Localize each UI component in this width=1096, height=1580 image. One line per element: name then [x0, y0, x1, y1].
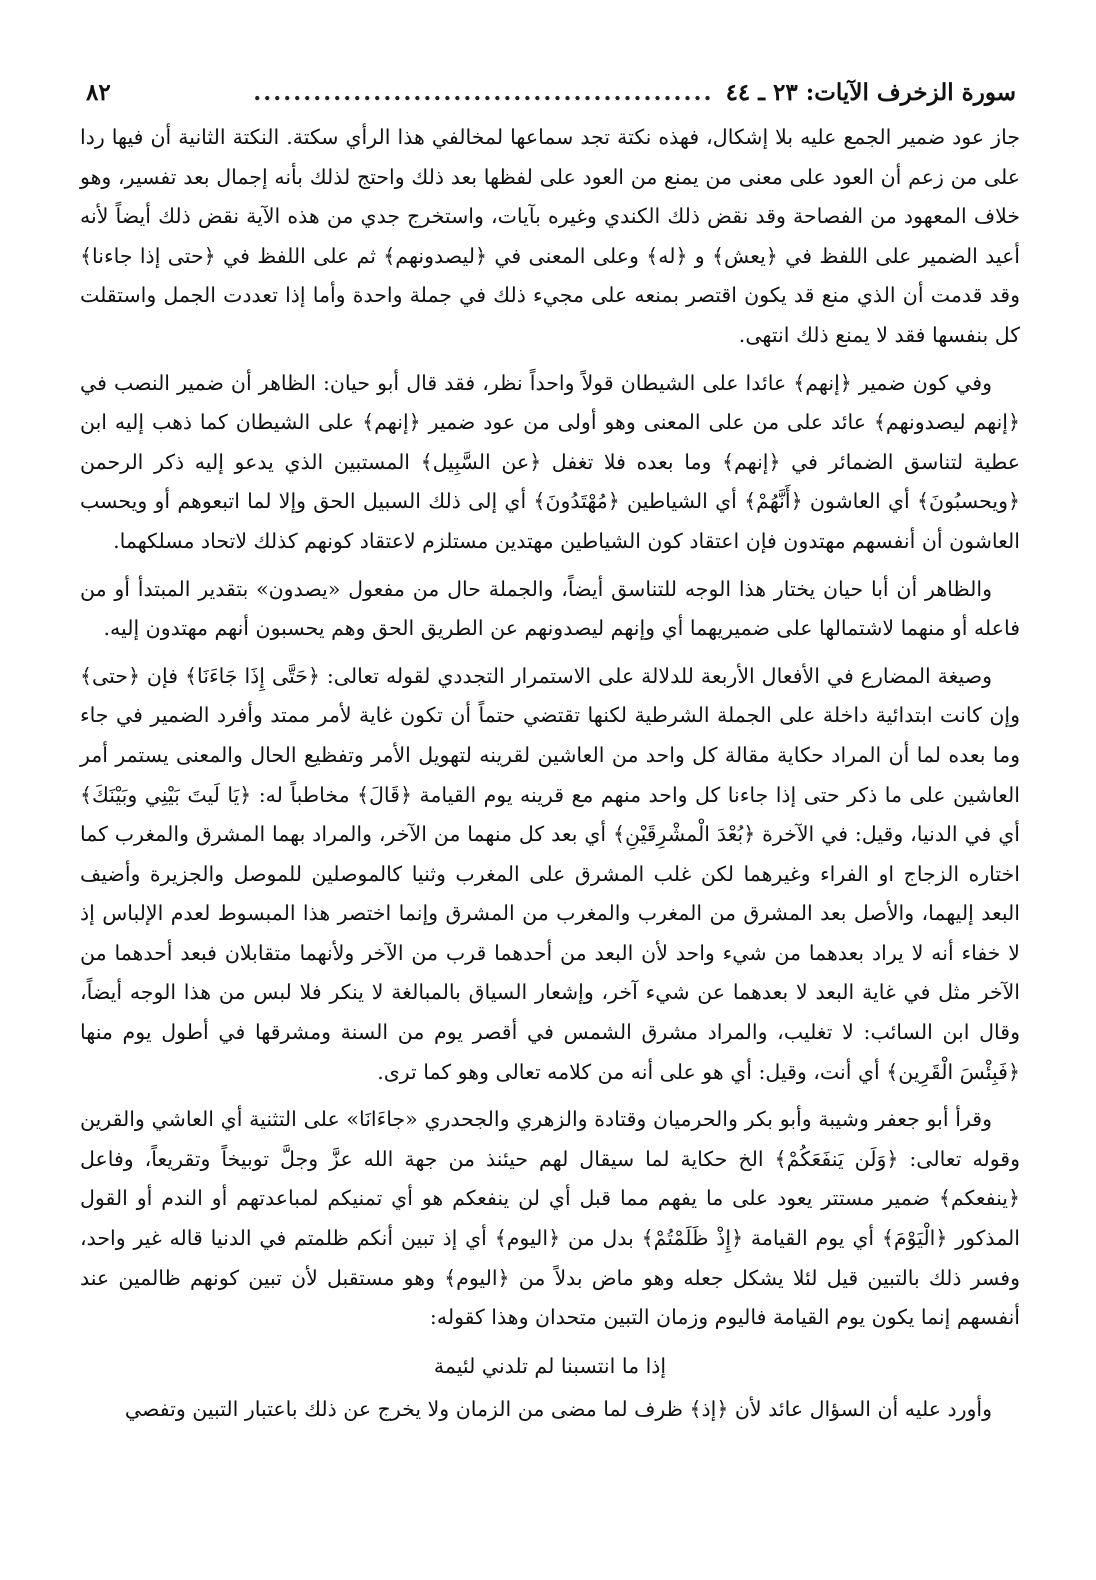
page-body — [80, 118, 1020, 1437]
paragraph-3: والظاهر أن أبا حيان يختار هذا الوجه للتناسق أيضاً، والجملة حال من مفعول «يصدون» بتقدير المبتدأ أو من فاعله أو منهما لاشتمالها على ضميريهما أي وإنهم ليصدونهم عن الطريق الحق وهم يحسبون أنهم مهتدون إليه. — [80, 576, 1020, 641]
paragraph-5: وقرأ أبو جعفر وشيبة وأبو بكر والحرميان وقتادة والزهري والجحدري «جاءَانَا» على التثنية أي العاشي والقرين وقوله تعالى: ﴿وَلَن يَنفَعَكُمْ﴾ الخ حكاية لما سيقال لهم حيئنذ من جهة الله عزَّ وجلَّ توبيخاً وتقريعاً، وفاعل ﴿ينفعكم﴾ ضمير مستتر يعود على ما يفهم مما قبل أي لن ينفعكم هو أي تمنيكم لمباعدتهم أو الندم أو القول المذكور ﴿الْيَوْمَ﴾ أي يوم القيامة ﴿إِذْ ظَلَمْتُمْ﴾ بدل من ﴿اليوم﴾ أي إذ تبين أنكم ظلمتم في الدنيا قاله غير واحد، وفسر ذلك بالتبين قيل لئلا يشكل جعله وهو ماض بدلاً من ﴿اليوم﴾ وهو مستقبل لأن تبين كونهم ظالمين عند أنفسهم إنما يكون يوم القيامة فاليوم وزمان التبين متحدان وهذا كقوله: — [80, 1107, 1020, 1330]
running-title: سورة الزخرف الآيات: ٢٣ ـ ٤٤ — [725, 78, 1016, 106]
paragraph-4: وصيغة المضارع في الأفعال الأربعة للدلالة على الاستمرار التجددي لقوله تعالى: ﴿حَتَّى إِذَا جَاءَنَا﴾ فإن ﴿حتى﴾ وإن كانت ابتدائية داخلة على الجملة الشرطية لكنها تقتضي حتماً أن تكون غاية لأمر ممتد وأفرد الضمير في جاء وما بعده لما أن المراد حكاية مقالة كل واحد من العاشين لقرينه لتهويل الأمر وتفظيع الحال والمعنى يستمر أمر العاشين على ما ذكر حتى إذا جاءنا كل واحد منهم مع قرينه يوم القيامة ﴿قَالَ﴾ مخاطباً له: ﴿يَا لَيتَ بَيْنِي وبَيْنَكَ﴾ أي في الدنيا، وقيل: في الآخرة ﴿بُعْدَ الْمشْرِقَيْنِ﴾ أي بعد كل منهما من الآخر، والمراد بهما المشرق والمغرب كما اختاره الزجاج او الفراء وغيرهما لكن غلب المشرق على المغرب وثنيا كالموصلين للموصل والجزيرة وأضيف البعد إليهما، والأصل بعد المشرق من المغرب والمغرب من المشرق وإنما اختصر هذا المبسوط لعدم الإلباس إذ لا خفاء أنه لا يراد بعدهما من شيء واحد لأن البعد من أحدهما قرب من الآخر ولأنهما متقابلان فبعد أحدهما من الآخر مثل في غاية البعد لا بعدهما عن شيء آخر، وإشعار السياق بالمبالغة لا ينكر فلا لبس من هذا الوجه أيضاً، وقال ابن السائب: لا تغليب، والمراد مشرق الشمس في أقصر يوم من السنة ومشرقها في أطول يوم منها ﴿فَبِئْسَ الْقَرِين﴾ أي أنت، وقيل: أي هو على أنه من كلامه تعالى وهو كما ترى. — [80, 663, 1020, 1084]
poetry-verse: إذا ما انتسبنا لم تلدني لئيمة — [433, 1353, 667, 1378]
page-header — [86, 74, 1016, 110]
paragraph-1: جاز عود ضمير الجمع عليه بلا إشكال، فهذه نكتة تجد سماعها لمخالفي هذا الرأي سكتة. النكتة الثانية أن فيها ردا على من زعم أن العود على معنى من يمنع من العود على لفظها بعد ذلك واحتج لذلك بأنه إجمال بعد تفسير، وهو خلاف المعهود من الفصاحة وقد نقض ذلك الكندي وغيره بآيات، واستخرج جدي من هذه الآية نقض ذلك أيضاً لأنه أعيد الضمير على اللفظ في ﴿يعش﴾ و ﴿له﴾ وعلى المعنى في ﴿ليصدونهم﴾ ثم على اللفظ في ﴿حتى إذا جاءنا﴾ وقد قدمت أن الذي منع قد يكون اقتصر بمنعه على مجيء ذلك في جملة واحدة وأما إذا تعددت الجمل واستقلت كل بنفسها فقد لا يمنع ذلك انتهى. — [80, 125, 1020, 347]
header-dot-leader: .............................................. — [253, 78, 714, 106]
page-number: ٨٢ — [86, 78, 111, 106]
paragraph-6: وأورد عليه أن السؤال عائد لأن ﴿إذ﴾ ظرف لما مضى من الزمان ولا يخرج عن ذلك باعتبار التبين وتفصي — [124, 1396, 992, 1421]
paragraph-2: وفي كون ضمير ﴿إنهم﴾ عائدا على الشيطان قولاً واحداً نظر، فقد قال أبو حيان: الظاهر أن ضمير النصب في ﴿إنهم ليصدونهم﴾ عائد على من على المعنى وهو أولى من عود ضمير ﴿إنهم﴾ على الشيطان كما ذهب إليه ابن عطية لتناسق الضمائر في ﴿إنهم﴾ وما بعده فلا تغفل ﴿عن السَّبِيل﴾ المستبين الذي يدعو إليه ذكر الرحمن ﴿ويحسبُونَ﴾ أي العاشون ﴿أَنَّهُمْ﴾ أي الشياطين ﴿مُهْتَدُونَ﴾ أي إلى ذلك السبيل الحق وإلا لما اتبعوهم أو ويحسب العاشون أن أنفسهم مهتدون فإن اعتقاد كون الشياطين مهتدين مستلزم لاعتقاد كونهم كذلك لاتحاد مسلكهما. — [80, 370, 1020, 553]
